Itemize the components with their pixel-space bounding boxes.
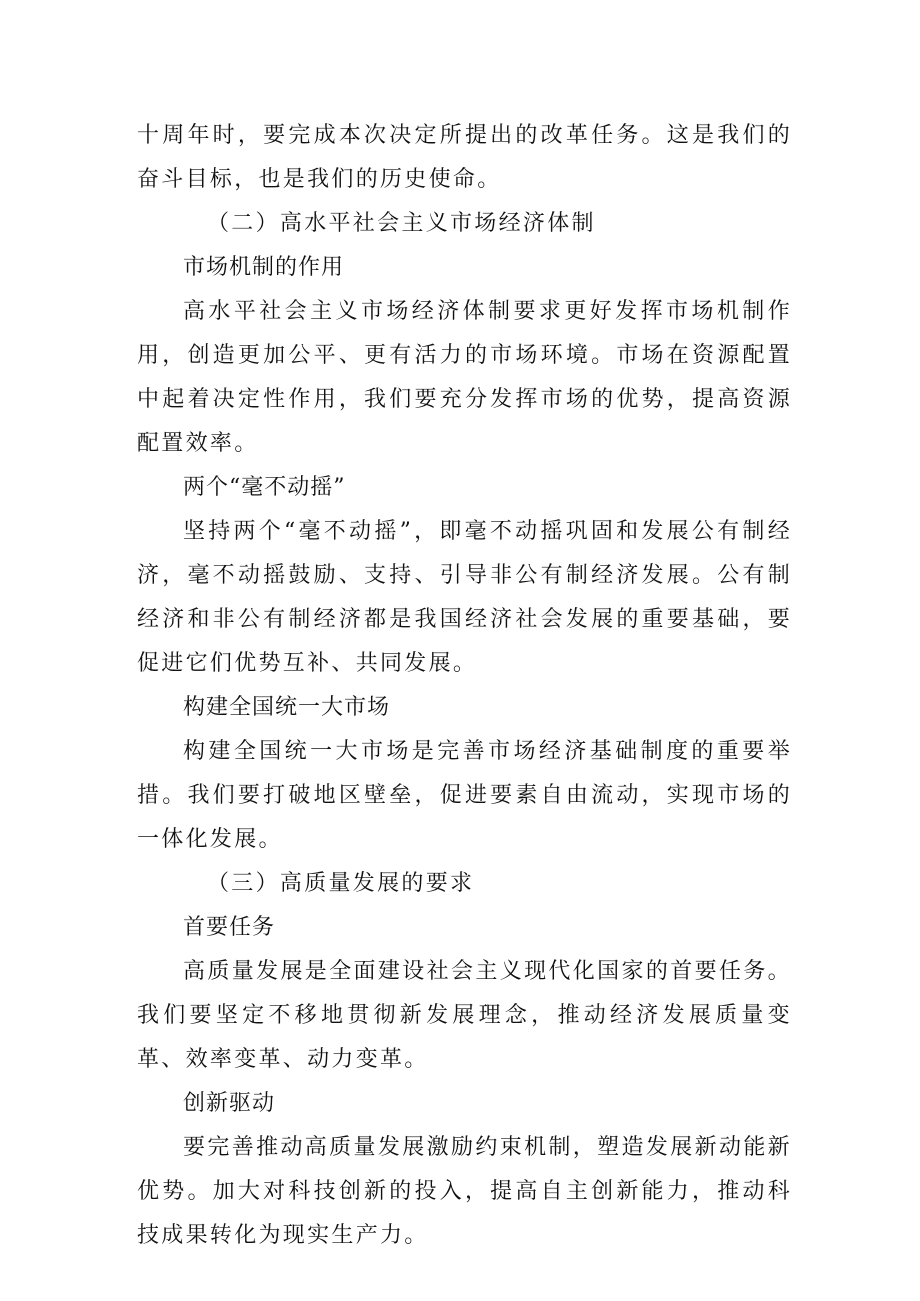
paragraph-two-unwavering: 坚持两个“毫不动摇”，即毫不动摇巩固和发展公有制经济，毫不动摇鼓励、支持、引导非公有制经济发展。公有制经济和非公有制经济都是我国经济社会发展的重要基础，要促进它们优势互补、共同发展。 <box>137 519 792 676</box>
paragraph-innovation-driven: 要完善推动高质量发展激励约束机制，塑造发展新动能新优势。加大对科技创新的投入，提高自主创新能力，推动科技成果转化为现实生产力。 <box>137 1135 792 1248</box>
document-body <box>137 114 792 1258</box>
paragraph-continuation: 十周年时，要完成本次决定所提出的改革任务。这是我们的奋斗目标，也是我们的历史使命。 <box>137 123 792 192</box>
paragraph-primary-task: 高质量发展是全面建设社会主义现代化国家的首要任务。我们要坚定不移地贯彻新发展理念，推动经济发展质量变革、效率变革、动力变革。 <box>137 959 792 1072</box>
subheading-market-mechanism: 市场机制的作用 <box>183 255 345 280</box>
subheading-two-unwavering: 两个“毫不动摇” <box>183 475 346 500</box>
paragraph-market-mechanism: 高水平社会主义市场经济体制要求更好发挥市场机制作用，创造更加公平、更有活力的市场环境。市场在资源配置中起着决定性作用，我们要充分发挥市场的优势，提高资源配置效率。 <box>137 299 792 456</box>
subheading-unified-market: 构建全国统一大市场 <box>183 695 391 720</box>
paragraph-unified-market: 构建全国统一大市场是完善市场经济基础制度的重要举措。我们要打破地区壁垒，促进要素自由流动，实现市场的一体化发展。 <box>137 739 792 852</box>
subheading-primary-task: 首要任务 <box>183 915 276 940</box>
subheading-innovation-driven: 创新驱动 <box>183 1091 276 1116</box>
section-heading-3: （三）高质量发展的要求 <box>207 871 475 896</box>
section-heading-2: （二）高水平社会主义市场经济体制 <box>207 211 596 236</box>
